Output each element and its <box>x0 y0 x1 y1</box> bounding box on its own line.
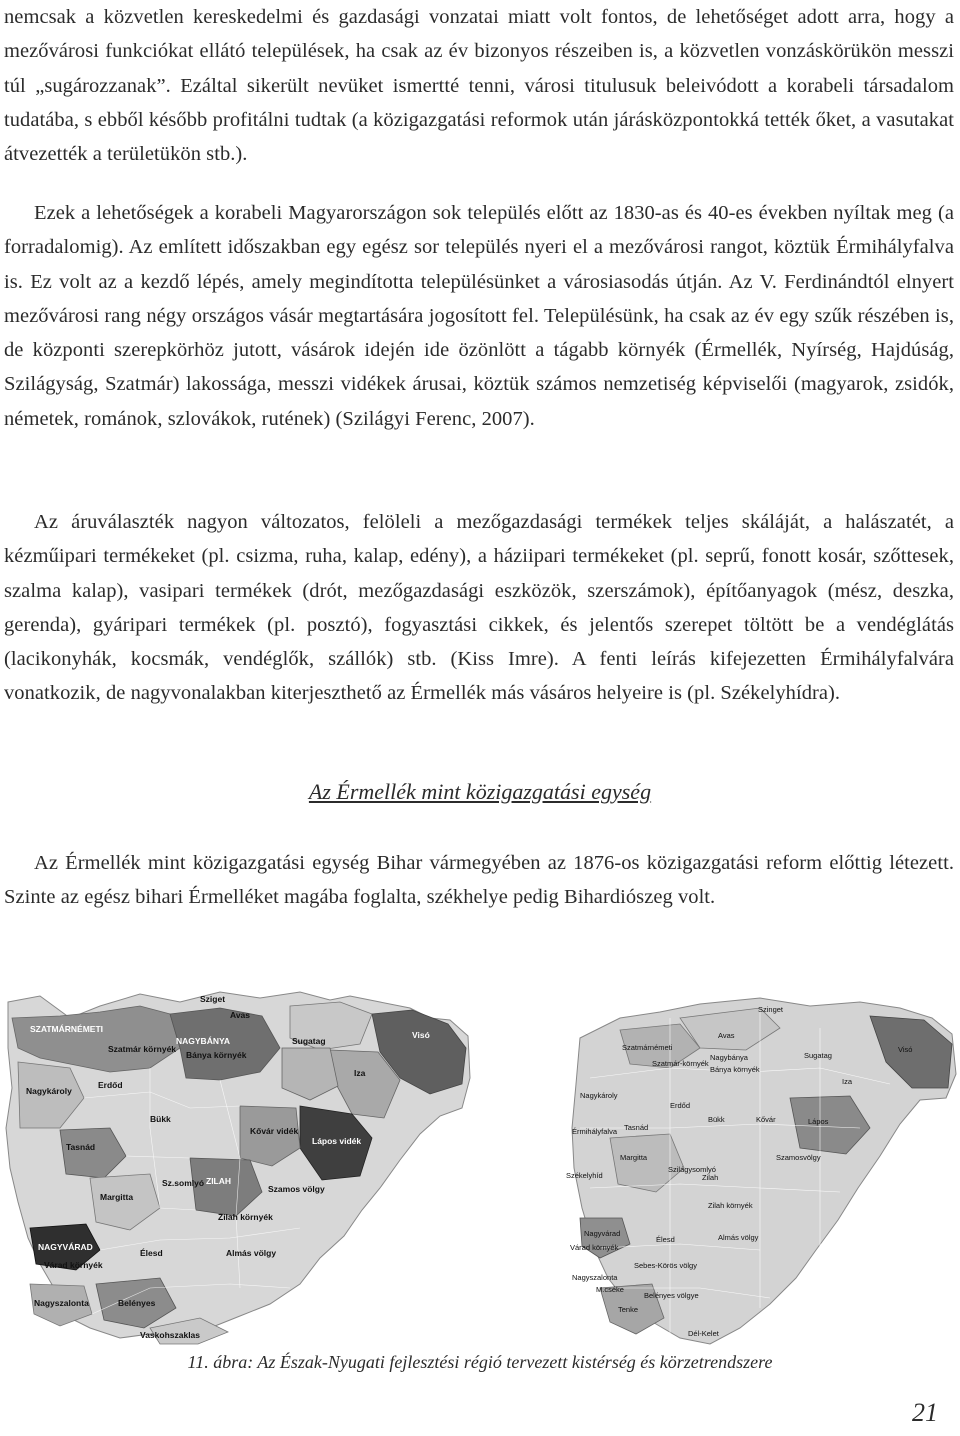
map-right-label: Dél-Kelet <box>688 1329 719 1338</box>
map-right-label: Érmihályfalva <box>572 1127 618 1136</box>
map-left-label: Lápos vidék <box>312 1136 362 1146</box>
map-right-label: Belényes völgye <box>644 1291 699 1300</box>
map-left-label: Visó <box>412 1030 430 1040</box>
map-left <box>0 988 480 1348</box>
map-right-label: Sugatag <box>804 1051 832 1060</box>
map-left-label: Nagykároly <box>26 1086 72 1096</box>
map-right-label: Nagybánya <box>710 1053 748 1062</box>
map-left-label: Sugatag <box>292 1036 326 1046</box>
paragraph-4: Az Érmellék mint közigazgatási egység Bihar vármegyében az 1876-os közigazgatási reform előttig létezett. Szinte az egész bihari Érmelléket magába foglalta, székhelye pedig Bihardiószeg volt. <box>4 852 954 909</box>
map-right-label: Iza <box>842 1077 853 1086</box>
map-left-label: Szatmár környék <box>108 1044 177 1054</box>
map-right-label: Margitta <box>620 1153 648 1162</box>
map-right-label: Almás völgy <box>718 1233 759 1242</box>
map-left-label: Belényes <box>118 1298 156 1308</box>
map-left-label: Avas <box>230 1010 251 1020</box>
map-right-label: Nagykároly <box>580 1091 618 1100</box>
paragraph-1: nemcsak a közvetlen kereskedelmi és gazdasági vonzatai miatt volt fontos, de lehetőséget adott arra, hogy a mezővárosi funkciókat ellátó települések, ha csak az év bizonyos részeiben is, a közvetlen vonzáskörükön messzi túl „sugározzanak”. Ezáltal sikerült nevüket ismertté tenni, városi titulusuk beleivódott a korabeli társadalom tudatába, s ebből később profitálni tudtak (a közigazgatási reformok után járásközpontokká tették őket, a vasutakat átvezették a területükön stb.). <box>4 6 954 166</box>
map-left-label: Nagyszalonta <box>34 1298 89 1308</box>
map-left-label: Kővár vidék <box>250 1126 299 1136</box>
map-left-label: Iza <box>354 1068 366 1078</box>
map-right-label: Várad környék <box>570 1243 619 1252</box>
map-left-label: Bükk <box>150 1114 171 1124</box>
figure-caption: 11. ábra: Az Észak-Nyugati fejlesztési régió tervezett kistérség és körzetrendszere <box>187 1352 773 1372</box>
map-left-label: Sz.somlyó <box>162 1178 205 1188</box>
map-left-label: Élesd <box>140 1248 163 1258</box>
map-right-label: M.cséke <box>596 1285 624 1294</box>
map-right-label: Erdőd <box>670 1101 691 1110</box>
section-heading: Az Érmellék mint közigazgatási egység <box>308 779 652 804</box>
map-right-label: Zilah környék <box>708 1201 753 1210</box>
map-right-label: Lápos <box>808 1117 829 1126</box>
map-right-label: Szilágysomlyó <box>668 1165 716 1174</box>
map-left-label: NAGYVÁRAD <box>38 1242 93 1252</box>
map-left-label: Szamos völgy <box>268 1184 325 1194</box>
map-right-label: Kővár <box>756 1115 776 1124</box>
map-right-label: Szinget <box>758 1005 784 1014</box>
map-left-label: Várad környék <box>44 1260 103 1270</box>
map-left-label: Sziget <box>200 994 226 1004</box>
map-left-label: ZILAH <box>206 1176 232 1186</box>
map-left-label: Bánya környék <box>186 1050 247 1060</box>
paragraph-3: Az áruválaszték nagyon változatos, felöleli a mezőgazdasági termékek teljes skáláját, a halászatét, a kézműipari termékeket (pl. csizma, ruha, kalap, edény), a háziipari termékeket (pl. seprű, fonott kosár, szőttesek, szalma kalap), vasipari termékek (drót, mezőgazdasági eszközök, szerszámok), építőanyagok (mész, deszka, gerenda), gyáripari termékek (pl. posztó), fogyasztási cikkek, és jelentős szerepet töltött be a vendéglátás (lacikonyhák, kocsmák, vendéglők, szállók) stb. (Kiss Imre). A fenti leírás kifejezetten Érmihályfalvára vonatkozik, de nagyvonalakban kiterjeszthető az Érmellék más vásáros helyeire is (pl. Székelyhídra). <box>4 511 954 705</box>
map-left-label: Tasnád <box>66 1142 96 1152</box>
map-right <box>560 988 960 1348</box>
map-right-label: Szatmár-környék <box>652 1059 709 1068</box>
paragraph-2: Ezek a lehetőségek a korabeli Magyarországon sok település előtt az 1830-as és 40-es években nyíltak meg (a forradalomig). Az említett időszakban egy egész sor település nyeri el a mezővárosi rangot, köztük Érmihályfalva is. Ez volt az a kezdő lépés, amely megindította településünket a városiasodás útján. Az V. Ferdinándtól elnyert mezővárosi rang négy országos vásár megtartására jogosított fel. Településünk, ha csak az év egy szűk részében is, de központi szerepkörhöz jutott, vásárok idején ide özönlött a tágabb környék (Érmellék, Nyírség, Hajdúság, Szilágyság, Szatmár) lakossága, messzi vidékek árusai, köztük számos nemzetiség képviselői (magyarok, zsidók, németek, románok, szlovákok, rutének) (Szilágyi Ferenc, 2007). <box>4 202 954 430</box>
map-left-label: Zilah környék <box>218 1212 273 1222</box>
map-right-label: Szatmárnémeti <box>622 1043 673 1052</box>
map-left-label: Almás völgy <box>226 1248 277 1258</box>
map-right-label: Avas <box>718 1031 735 1040</box>
map-right-label: Bükk <box>708 1115 725 1124</box>
map-right-label: Nagyszalonta <box>572 1273 618 1282</box>
map-right-label: Élesd <box>656 1235 675 1244</box>
map-left-label: Vaskohszaklas <box>140 1330 201 1340</box>
map-figure <box>0 988 960 1348</box>
map-right-label: Székelyhíd <box>566 1171 603 1180</box>
map-left-label: NAGYBÁNYA <box>176 1036 231 1046</box>
map-right-label: Szamosvölgy <box>776 1153 821 1162</box>
map-left-label: Margitta <box>100 1192 134 1202</box>
map-left-label: SZATMÁRNÉMETI <box>30 1024 104 1034</box>
map-right-label: Visó <box>898 1045 913 1054</box>
map-right-label: Nagyvárad <box>584 1229 621 1238</box>
map-right-label: Tenke <box>618 1305 639 1314</box>
map-right-label: Tasnád <box>624 1123 649 1132</box>
map-left-label: Erdőd <box>98 1080 123 1090</box>
map-right-label: Bánya környék <box>710 1065 760 1074</box>
map-right-label: Sebes-Körös völgy <box>634 1261 697 1270</box>
page-number: 21 <box>912 1398 938 1427</box>
map-right-label: Zilah <box>702 1173 719 1182</box>
